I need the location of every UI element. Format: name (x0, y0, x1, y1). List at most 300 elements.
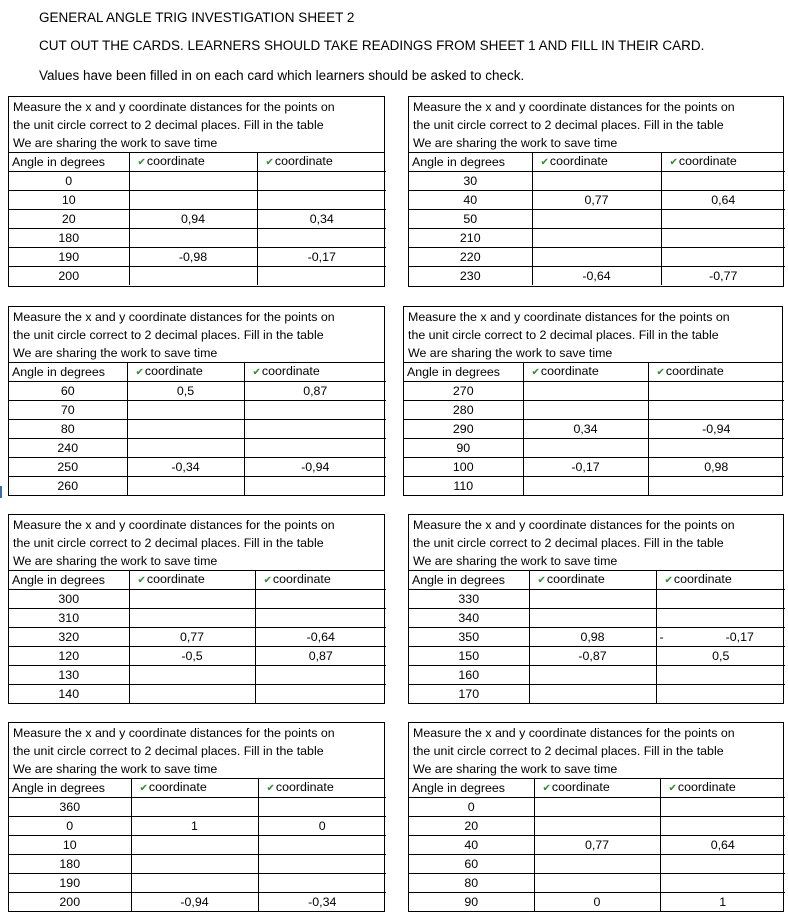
angle-cell: 360 (9, 798, 131, 817)
y-value-cell (656, 590, 785, 609)
table-row (404, 382, 784, 401)
table-row (9, 420, 386, 439)
table-row (409, 609, 785, 628)
x-coordinate-label: coordinate (551, 780, 610, 794)
instruction-line: Measure the x and y coordinate distances for the points on (13, 726, 335, 740)
y-value-cell (255, 609, 386, 628)
table-row (9, 401, 386, 420)
instruction-line: Measure the x and y coordinate distances for the points on (408, 310, 730, 324)
y-coordinate-header (648, 363, 784, 382)
instruction-line: Measure the x and y coordinate distances for the points on (13, 100, 335, 114)
coordinate-table (409, 153, 785, 285)
x-value-cell (129, 191, 257, 210)
angle-cell: 190 (9, 874, 131, 893)
check-mark-icon: ✔ (252, 367, 261, 378)
y-value-cell (255, 666, 386, 685)
x-value-cell (529, 609, 656, 628)
y-value-cell (661, 248, 785, 267)
table-row (409, 874, 785, 893)
x-coordinate-header (523, 363, 648, 382)
table-row (409, 628, 785, 647)
y-coordinate-label: coordinate (673, 572, 732, 586)
angle-cell: 200 (9, 893, 131, 912)
table-row (404, 439, 784, 458)
angle-cell: 320 (9, 628, 129, 647)
instruction-line: We are sharing the work to save time (13, 554, 218, 568)
table-row (404, 458, 784, 477)
x-value-cell: -0,98 (129, 248, 257, 267)
instruction-line: We are sharing the work to save time (13, 136, 218, 150)
angle-cell: 350 (409, 628, 529, 647)
table-row (9, 172, 386, 191)
x-coordinate-header (534, 779, 660, 798)
card-instructions (9, 307, 384, 363)
table-row (409, 267, 785, 286)
angle-cell: 50 (409, 210, 532, 229)
angle-cell: 30 (409, 172, 532, 191)
coordinate-table (9, 571, 386, 703)
y-value-cell (648, 439, 784, 458)
instruction-line: We are sharing the work to save time (413, 554, 618, 568)
table-row (9, 874, 386, 893)
instruction-line: Measure the x and y coordinate distances for the points on (13, 310, 335, 324)
y-value-cell (257, 229, 386, 248)
y-value-cell (255, 590, 386, 609)
angle-cell: 0 (409, 798, 534, 817)
x-value-cell (532, 248, 661, 267)
table-row (9, 893, 386, 912)
table-row (409, 229, 785, 248)
y-value-cell (660, 817, 785, 836)
y-coordinate-label: coordinate (678, 154, 737, 168)
instruction-line: the unit circle correct to 2 decimal places. Fill in the table (413, 536, 724, 550)
trig-card-6 (408, 514, 784, 704)
card-instructions (404, 307, 782, 363)
instruction-line: We are sharing the work to save time (13, 762, 218, 776)
y-value-cell (661, 172, 785, 191)
angle-cell: 340 (409, 609, 529, 628)
angle-cell: 180 (9, 855, 131, 874)
x-value-cell (129, 685, 255, 704)
y-coordinate-header (661, 153, 785, 172)
x-coordinate-header (529, 571, 656, 590)
y-coordinate-header (257, 153, 386, 172)
angle-cell: 0 (9, 172, 129, 191)
angle-cell: 90 (409, 893, 534, 912)
y-value-cell (656, 685, 785, 704)
x-value-cell: -0,87 (529, 647, 656, 666)
y-coordinate-header (656, 571, 785, 590)
trig-card-3 (8, 306, 385, 496)
x-value-cell: 0,94 (129, 210, 257, 229)
x-value-cell: -0,17 (523, 458, 648, 477)
x-coordinate-label: coordinate (546, 572, 605, 586)
angle-cell: 20 (9, 210, 129, 229)
angle-cell: 270 (404, 382, 523, 401)
angle-cell: 200 (9, 267, 129, 286)
table-row (409, 685, 785, 704)
x-coordinate-label: coordinate (144, 364, 203, 378)
angle-cell: 330 (409, 590, 529, 609)
y-value-cell (660, 855, 785, 874)
instruction-line: the unit circle correct to 2 decimal places. Fill in the table (413, 118, 724, 132)
y-value-cell (656, 628, 785, 647)
table-row (9, 191, 386, 210)
check-mark-icon: ✔ (137, 157, 146, 168)
card-instructions (409, 723, 783, 779)
angle-cell: 10 (9, 836, 131, 855)
angle-cell: 100 (404, 458, 523, 477)
x-coordinate-header (127, 363, 244, 382)
instruction-line: the unit circle correct to 2 decimal places. Fill in the table (13, 744, 324, 758)
x-value-cell (127, 420, 244, 439)
x-value-cell (129, 609, 255, 628)
instruction-line: Measure the x and y coordinate distances for the points on (413, 518, 735, 532)
y-value-cell (660, 874, 785, 893)
table-row (9, 666, 386, 685)
table-row (9, 628, 386, 647)
y-value-cell (258, 836, 386, 855)
table-row (409, 210, 785, 229)
angle-cell: 280 (404, 401, 523, 420)
y-value-cell (661, 210, 785, 229)
x-value-cell (129, 590, 255, 609)
x-coordinate-label: coordinate (549, 154, 608, 168)
y-value-cell (656, 609, 785, 628)
table-row (9, 439, 386, 458)
y-value-cell (661, 229, 785, 248)
table-row (9, 855, 386, 874)
angle-cell: 260 (9, 477, 127, 496)
y-value-cell: 1 (719, 894, 727, 909)
coordinate-table (409, 571, 785, 703)
x-value-cell (523, 382, 648, 401)
x-coordinate-label: coordinate (148, 780, 207, 794)
instruction-line: the unit circle correct to 2 decimal places. Fill in the table (408, 328, 719, 342)
sheet-note: Values have been filled in on each card which learners should be asked to check. (39, 68, 525, 83)
y-coordinate-label: coordinate (274, 154, 333, 168)
table-row (9, 382, 386, 401)
instruction-line: the unit circle correct to 2 decimal places. Fill in the table (13, 536, 324, 550)
table-row (409, 798, 785, 817)
angle-cell: 60 (9, 382, 127, 401)
table-row (409, 248, 785, 267)
table-row (9, 685, 386, 704)
x-value-cell (129, 267, 257, 286)
y-value-cell (258, 798, 386, 817)
y-coordinate-header (660, 779, 785, 798)
y-value-cell (257, 172, 386, 191)
table-row (9, 817, 386, 836)
x-value-cell (131, 798, 258, 817)
angle-cell: 140 (9, 685, 129, 704)
trig-card-4 (403, 306, 783, 496)
table-row (404, 401, 784, 420)
x-value-cell: 0,34 (523, 420, 648, 439)
angle-column-header: Angle in degrees (9, 571, 129, 590)
angle-cell: 240 (9, 439, 127, 458)
y-value-cell (257, 191, 386, 210)
check-mark-icon: ✔ (669, 157, 678, 168)
x-value-cell (534, 817, 660, 836)
table-row (409, 647, 785, 666)
table-row (9, 647, 386, 666)
angle-cell: 220 (409, 248, 532, 267)
y-value-cell (255, 685, 386, 704)
angle-cell: 0 (9, 817, 131, 836)
card-instructions (9, 97, 384, 153)
check-mark-icon: ✔ (139, 783, 148, 794)
instruction-line: We are sharing the work to save time (413, 762, 618, 776)
instruction-line: Measure the x and y coordinate distances for the points on (413, 100, 735, 114)
y-value-cell (244, 420, 386, 439)
y-value-cell: -0,94 (648, 420, 784, 439)
y-value-cell: 0,34 (257, 210, 386, 229)
y-value: -0,17 (725, 629, 754, 644)
x-value-cell (127, 439, 244, 458)
left-edge-marker (0, 486, 2, 498)
y-value-cell (258, 855, 386, 874)
table-row (409, 191, 785, 210)
coordinate-table (9, 779, 386, 911)
y-value-cell (244, 439, 386, 458)
table-row (9, 609, 386, 628)
card-instructions (409, 97, 783, 153)
check-mark-icon: ✔ (263, 575, 272, 586)
x-value-cell (529, 666, 656, 685)
instruction-line: the unit circle correct to 2 decimal places. Fill in the table (413, 744, 724, 758)
x-value-cell (131, 874, 258, 893)
y-coordinate-label: coordinate (677, 780, 736, 794)
trig-card-2 (408, 96, 784, 287)
y-coordinate-header (258, 779, 386, 798)
check-mark-icon: ✔ (266, 783, 275, 794)
y-value-cell (660, 798, 785, 817)
check-mark-icon: ✔ (664, 575, 673, 586)
check-mark-icon: ✔ (540, 157, 549, 168)
table-row (9, 229, 386, 248)
coordinate-table (409, 779, 785, 911)
instruction-line: We are sharing the work to save time (413, 136, 618, 150)
check-mark-icon: ✔ (531, 367, 540, 378)
x-value-cell (523, 439, 648, 458)
x-coordinate-header (129, 571, 255, 590)
table-row (404, 477, 784, 496)
y-value-cell: 0,64 (661, 191, 785, 210)
x-value-cell (129, 666, 255, 685)
y-coordinate-label: coordinate (272, 572, 331, 586)
y-value-cell (648, 401, 784, 420)
table-row (9, 458, 386, 477)
angle-column-header: Angle in degrees (9, 153, 129, 172)
angle-cell: 160 (409, 666, 529, 685)
angle-cell: 120 (9, 647, 129, 666)
y-value-cell (648, 382, 784, 401)
angle-cell: 210 (409, 229, 532, 248)
x-value-cell (529, 685, 656, 704)
y-value-cell: 0,98 (648, 458, 784, 477)
check-mark-icon: ✔ (668, 783, 677, 794)
angle-cell: 250 (9, 458, 127, 477)
angle-cell: 230 (409, 267, 532, 286)
y-value-cell: -0,64 (255, 628, 386, 647)
y-coordinate-label: coordinate (665, 364, 724, 378)
angle-cell: 180 (9, 229, 129, 248)
x-value-cell (534, 855, 660, 874)
x-value-cell (532, 172, 661, 191)
table-row (409, 855, 785, 874)
y-coordinate-label: coordinate (275, 780, 334, 794)
stray-dash: - (659, 629, 664, 644)
card-instructions (9, 723, 384, 779)
y-coordinate-label: coordinate (261, 364, 320, 378)
x-value-cell (523, 401, 648, 420)
angle-column-header: Angle in degrees (409, 153, 532, 172)
instruction-line: We are sharing the work to save time (408, 346, 613, 360)
x-value-cell (129, 172, 257, 191)
table-row (9, 477, 386, 496)
sheet-instruction: CUT OUT THE CARDS. LEARNERS SHOULD TAKE READINGS FROM SHEET 1 AND FILL IN THEIR CARD. (39, 38, 705, 53)
angle-cell: 20 (409, 817, 534, 836)
y-value-cell: 0 (258, 817, 386, 836)
instruction-line: the unit circle correct to 2 decimal places. Fill in the table (13, 328, 324, 342)
angle-cell: 290 (404, 420, 523, 439)
table-row (9, 248, 386, 267)
y-value-cell (656, 666, 785, 685)
angle-cell: 90 (404, 439, 523, 458)
x-value-cell (523, 477, 648, 496)
check-mark-icon: ✔ (542, 783, 551, 794)
x-value-cell: -0,64 (532, 267, 661, 286)
angle-cell: 190 (9, 248, 129, 267)
table-row (409, 817, 785, 836)
x-coordinate-header (131, 779, 258, 798)
instruction-line: the unit circle correct to 2 decimal places. Fill in the table (13, 118, 324, 132)
x-value-cell (532, 229, 661, 248)
y-value-cell: 0,64 (660, 836, 785, 855)
x-value-cell: 0,5 (127, 382, 244, 401)
y-coordinate-header (255, 571, 386, 590)
angle-cell: 150 (409, 647, 529, 666)
x-value-cell (127, 401, 244, 420)
coordinate-table (9, 153, 386, 285)
check-mark-icon: ✔ (537, 575, 546, 586)
angle-column-header: Angle in degrees (9, 779, 131, 798)
angle-column-header: Angle in degrees (9, 363, 127, 382)
y-value-cell: -0,77 (709, 268, 738, 283)
x-value-cell (534, 874, 660, 893)
y-value-cell (244, 477, 386, 496)
y-value-cell: -0,34 (308, 894, 337, 909)
instruction-line: Measure the x and y coordinate distances for the points on (13, 518, 335, 532)
angle-column-header: Angle in degrees (409, 571, 529, 590)
angle-cell: 60 (409, 855, 534, 874)
x-coordinate-label: coordinate (146, 572, 205, 586)
instruction-line: We are sharing the work to save time (13, 346, 218, 360)
x-value-cell: -0,34 (127, 458, 244, 477)
check-mark-icon: ✔ (656, 367, 665, 378)
x-value-cell (131, 836, 258, 855)
table-row (409, 836, 785, 855)
table-row (409, 893, 785, 912)
table-row (409, 666, 785, 685)
x-coordinate-label: coordinate (146, 154, 205, 168)
x-value-cell (131, 855, 258, 874)
x-value-cell: -0,5 (129, 647, 255, 666)
check-mark-icon: ✔ (135, 367, 144, 378)
x-value-cell: 0 (534, 893, 660, 912)
angle-cell: 40 (409, 836, 534, 855)
y-value-cell (257, 267, 386, 286)
x-value-cell (532, 210, 661, 229)
table-row (9, 590, 386, 609)
y-value-cell (648, 477, 784, 496)
sheet-title: GENERAL ANGLE TRIG INVESTIGATION SHEET 2 (39, 10, 355, 25)
angle-column-header: Angle in degrees (409, 779, 534, 798)
angle-cell: 70 (9, 401, 127, 420)
table-row (409, 172, 785, 191)
coordinate-table (9, 363, 386, 495)
x-value-cell: 0,98 (529, 628, 656, 647)
angle-cell: 80 (9, 420, 127, 439)
check-mark-icon: ✔ (265, 157, 274, 168)
table-row (409, 590, 785, 609)
table-row (404, 420, 784, 439)
x-value-cell: 1 (131, 817, 258, 836)
card-instructions (409, 515, 783, 571)
angle-column-header: Angle in degrees (404, 363, 523, 382)
check-mark-icon: ✔ (137, 575, 146, 586)
trig-card-1 (8, 96, 385, 287)
y-value-cell: -0,17 (257, 248, 386, 267)
x-value-cell: -0,94 (131, 893, 258, 912)
angle-cell: 80 (409, 874, 534, 893)
angle-cell: 300 (9, 590, 129, 609)
angle-cell: 170 (409, 685, 529, 704)
x-value-cell (129, 229, 257, 248)
x-value-cell: 0,77 (129, 628, 255, 647)
x-value-cell: 0,77 (532, 191, 661, 210)
x-coordinate-header (532, 153, 661, 172)
y-value-cell: 0,87 (255, 647, 386, 666)
y-coordinate-header (244, 363, 386, 382)
coordinate-table (404, 363, 784, 495)
table-row (9, 267, 386, 286)
y-value-cell: 0,5 (656, 647, 785, 666)
angle-cell: 310 (9, 609, 129, 628)
angle-cell: 110 (404, 477, 523, 496)
trig-card-8 (408, 722, 784, 912)
angle-cell: 40 (409, 191, 532, 210)
table-row (9, 210, 386, 229)
x-value-cell (529, 590, 656, 609)
x-value-cell: 0,77 (534, 836, 660, 855)
angle-cell: 10 (9, 191, 129, 210)
y-value-cell (244, 401, 386, 420)
y-value-cell: 0,87 (244, 382, 386, 401)
table-row (9, 798, 386, 817)
x-value-cell (534, 798, 660, 817)
y-value-cell: -0,94 (244, 458, 386, 477)
table-row (9, 836, 386, 855)
trig-card-7 (8, 722, 385, 912)
x-coordinate-header (129, 153, 257, 172)
card-instructions (9, 515, 384, 571)
y-value-cell (258, 874, 386, 893)
x-value-cell (127, 477, 244, 496)
trig-card-5 (8, 514, 385, 704)
angle-cell: 130 (9, 666, 129, 685)
